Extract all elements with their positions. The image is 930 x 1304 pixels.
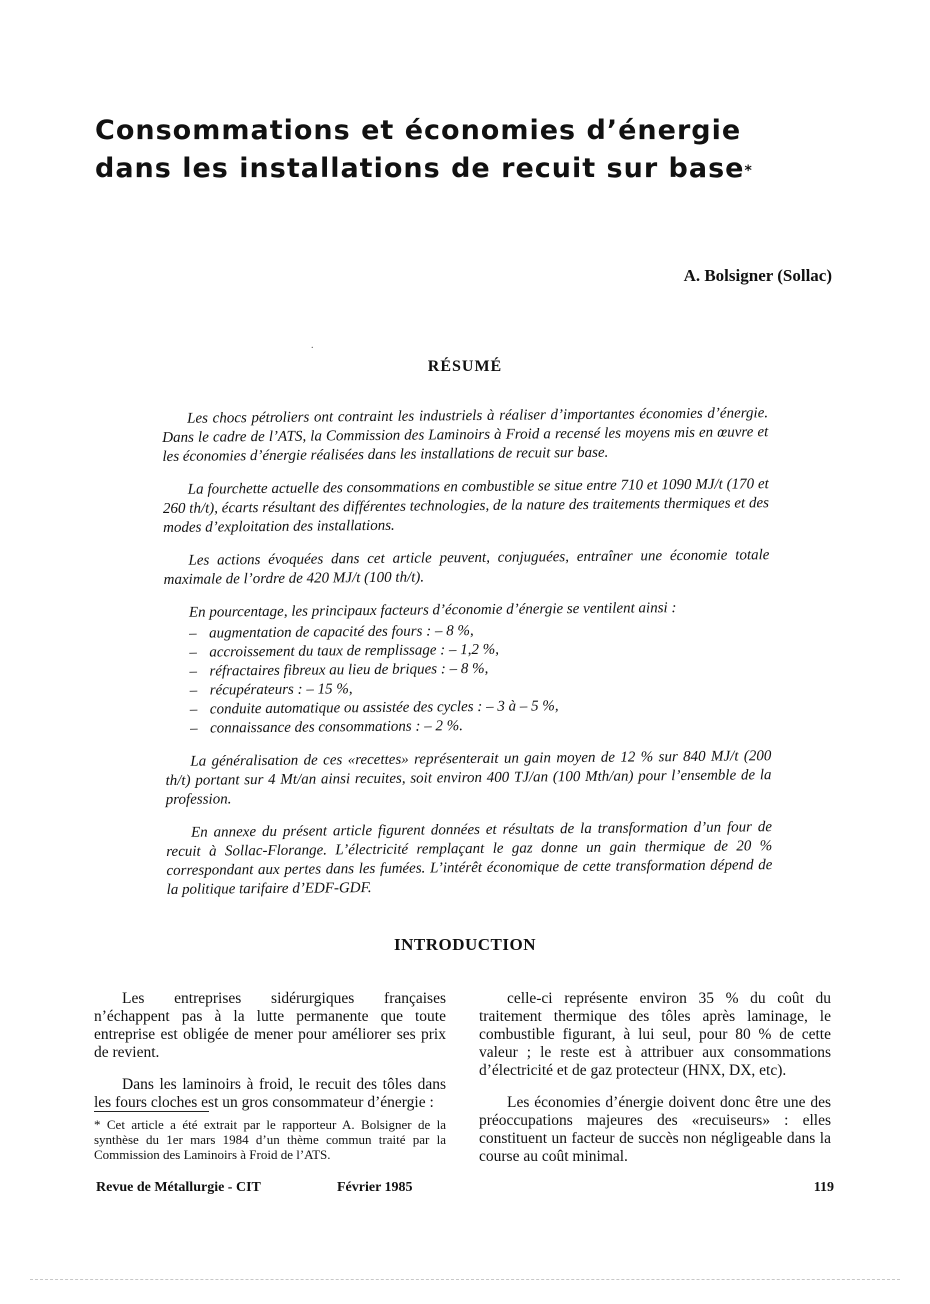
list-dash: – bbox=[189, 701, 198, 718]
footer-page-number: 119 bbox=[813, 1180, 834, 1195]
author-byline: A. Bolsigner (Sollac) bbox=[683, 266, 832, 285]
scan-artifact-line bbox=[30, 1279, 900, 1280]
stray-mark: . bbox=[311, 340, 314, 351]
body-paragraph: Dans les laminoirs à froid, le recuit des tôles dans les fours cloches est un gros consommateur d’énergie : bbox=[94, 1076, 446, 1111]
column-left bbox=[94, 990, 446, 1126]
abstract-paragraph: La généralisation de ces «recettes» représenterait un gain moyen de 12 % sur 840 MJ/t (200 th/t) portant sur 4 Mt/an ainsi recuites, soit environ 400 TJ/an (100 Mth/an) pour l’ensemble de la profession. bbox=[165, 748, 772, 808]
footer-journal: Revue de Métallurgie - CIT bbox=[96, 1180, 261, 1195]
abstract-paragraph: En pourcentage, les principaux facteurs d’économie d’énergie se ventilent ainsi : bbox=[188, 600, 677, 621]
body-paragraph: Les entreprises sidérurgiques françaises n’échappent pas à la lutte permanente que toute entreprise est obligée de mener pour améliorer ses prix de revient. bbox=[94, 990, 446, 1061]
list-dash: – bbox=[189, 682, 198, 699]
list-item-text: augmentation de capacité des fours : – 8 %, bbox=[209, 623, 474, 642]
abstract-paragraph: Les actions évoquées dans cet article peuvent, conjuguées, entraîner une économie totale maximale de l’ordre de 420 MJ/t (100 th/t). bbox=[163, 547, 770, 588]
list-dash: – bbox=[189, 644, 197, 661]
abstract bbox=[162, 404, 773, 914]
list-item-text: récupérateurs : – 15 %, bbox=[209, 681, 353, 699]
footnote: * Cet article a été extrait par le rapporteur A. Bolsigner de la synthèse du 1er mars 1984 d’un thème commun traité par la Commission des Laminoirs à Froid de l’ATS. bbox=[94, 1117, 446, 1162]
title-footnote-marker: * bbox=[744, 163, 753, 179]
list-dash: – bbox=[189, 663, 198, 680]
title-line-2 bbox=[95, 150, 855, 188]
title-line-1: Consommations et économies d’énergie bbox=[95, 115, 742, 146]
introduction-heading: INTRODUCTION bbox=[393, 935, 537, 954]
list-dash: – bbox=[189, 625, 197, 642]
abstract-paragraph: Les chocs pétroliers ont contraint les industriels à réaliser d’importantes économies d’énergie. Dans le cadre de l’ATS, la Commission des Laminoirs à Froid a recensé les moyens mis en œuvre et les économies d’énergie réalisées dans les installations de recuit sur base. bbox=[162, 405, 769, 465]
resume-heading: RÉSUMÉ bbox=[427, 358, 503, 375]
abstract-paragraph: En annexe du présent article figurent données et résultats de la transformation d’un four de recuit à Sollac-Florange. L’électricité remplaçant le gaz donne un gain thermique de 20 % correspondant aux pertes dans les fumées. L’intérêt économique de cette transformation dépend de la politique tarifaire d’EDF-GDF. bbox=[166, 819, 773, 898]
savings-factor-list bbox=[164, 619, 771, 739]
list-item-text: accroissement du taux de remplissage : – 1,2 %, bbox=[209, 641, 500, 661]
list-item-text: conduite automatique ou assistée des cycles : – 3 à – 5 %, bbox=[209, 698, 559, 718]
article-title bbox=[95, 112, 855, 188]
abstract-paragraph: La fourchette actuelle des consommations en combustible se situe entre 710 et 1090 MJ/t (170 et 260 th/t), écarts résultant des différentes technologies, de la nature des traitements thermiques et des modes d’exploitation des installations. bbox=[162, 476, 769, 536]
footer-date: Février 1985 bbox=[337, 1180, 413, 1195]
list-item-text: réfractaires fibreux au lieu de briques : – 8 %, bbox=[209, 660, 489, 680]
body-paragraph: celle-ci représente environ 35 % du coût du traitement thermique des tôles après laminage, le combustible figurant, à lui seul, pour 80 % de cette valeur ; le reste est à attribuer aux consommations d’électricité et de gaz protecteur (HNX, DX, etc). bbox=[479, 990, 831, 1079]
column-right bbox=[479, 990, 831, 1180]
title-line-2-text: dans les installations de recuit sur base bbox=[95, 153, 745, 184]
list-item-text: connaissance des consommations : – 2 %. bbox=[209, 718, 464, 737]
body-paragraph: Les économies d’énergie doivent donc être une des préoccupations majeures des «recuiseurs» : elles constituent un facteur de succès non négligeable dans la course au coût minimal. bbox=[479, 1094, 831, 1165]
list-dash: – bbox=[189, 720, 198, 737]
footnote-divider bbox=[94, 1111, 209, 1112]
